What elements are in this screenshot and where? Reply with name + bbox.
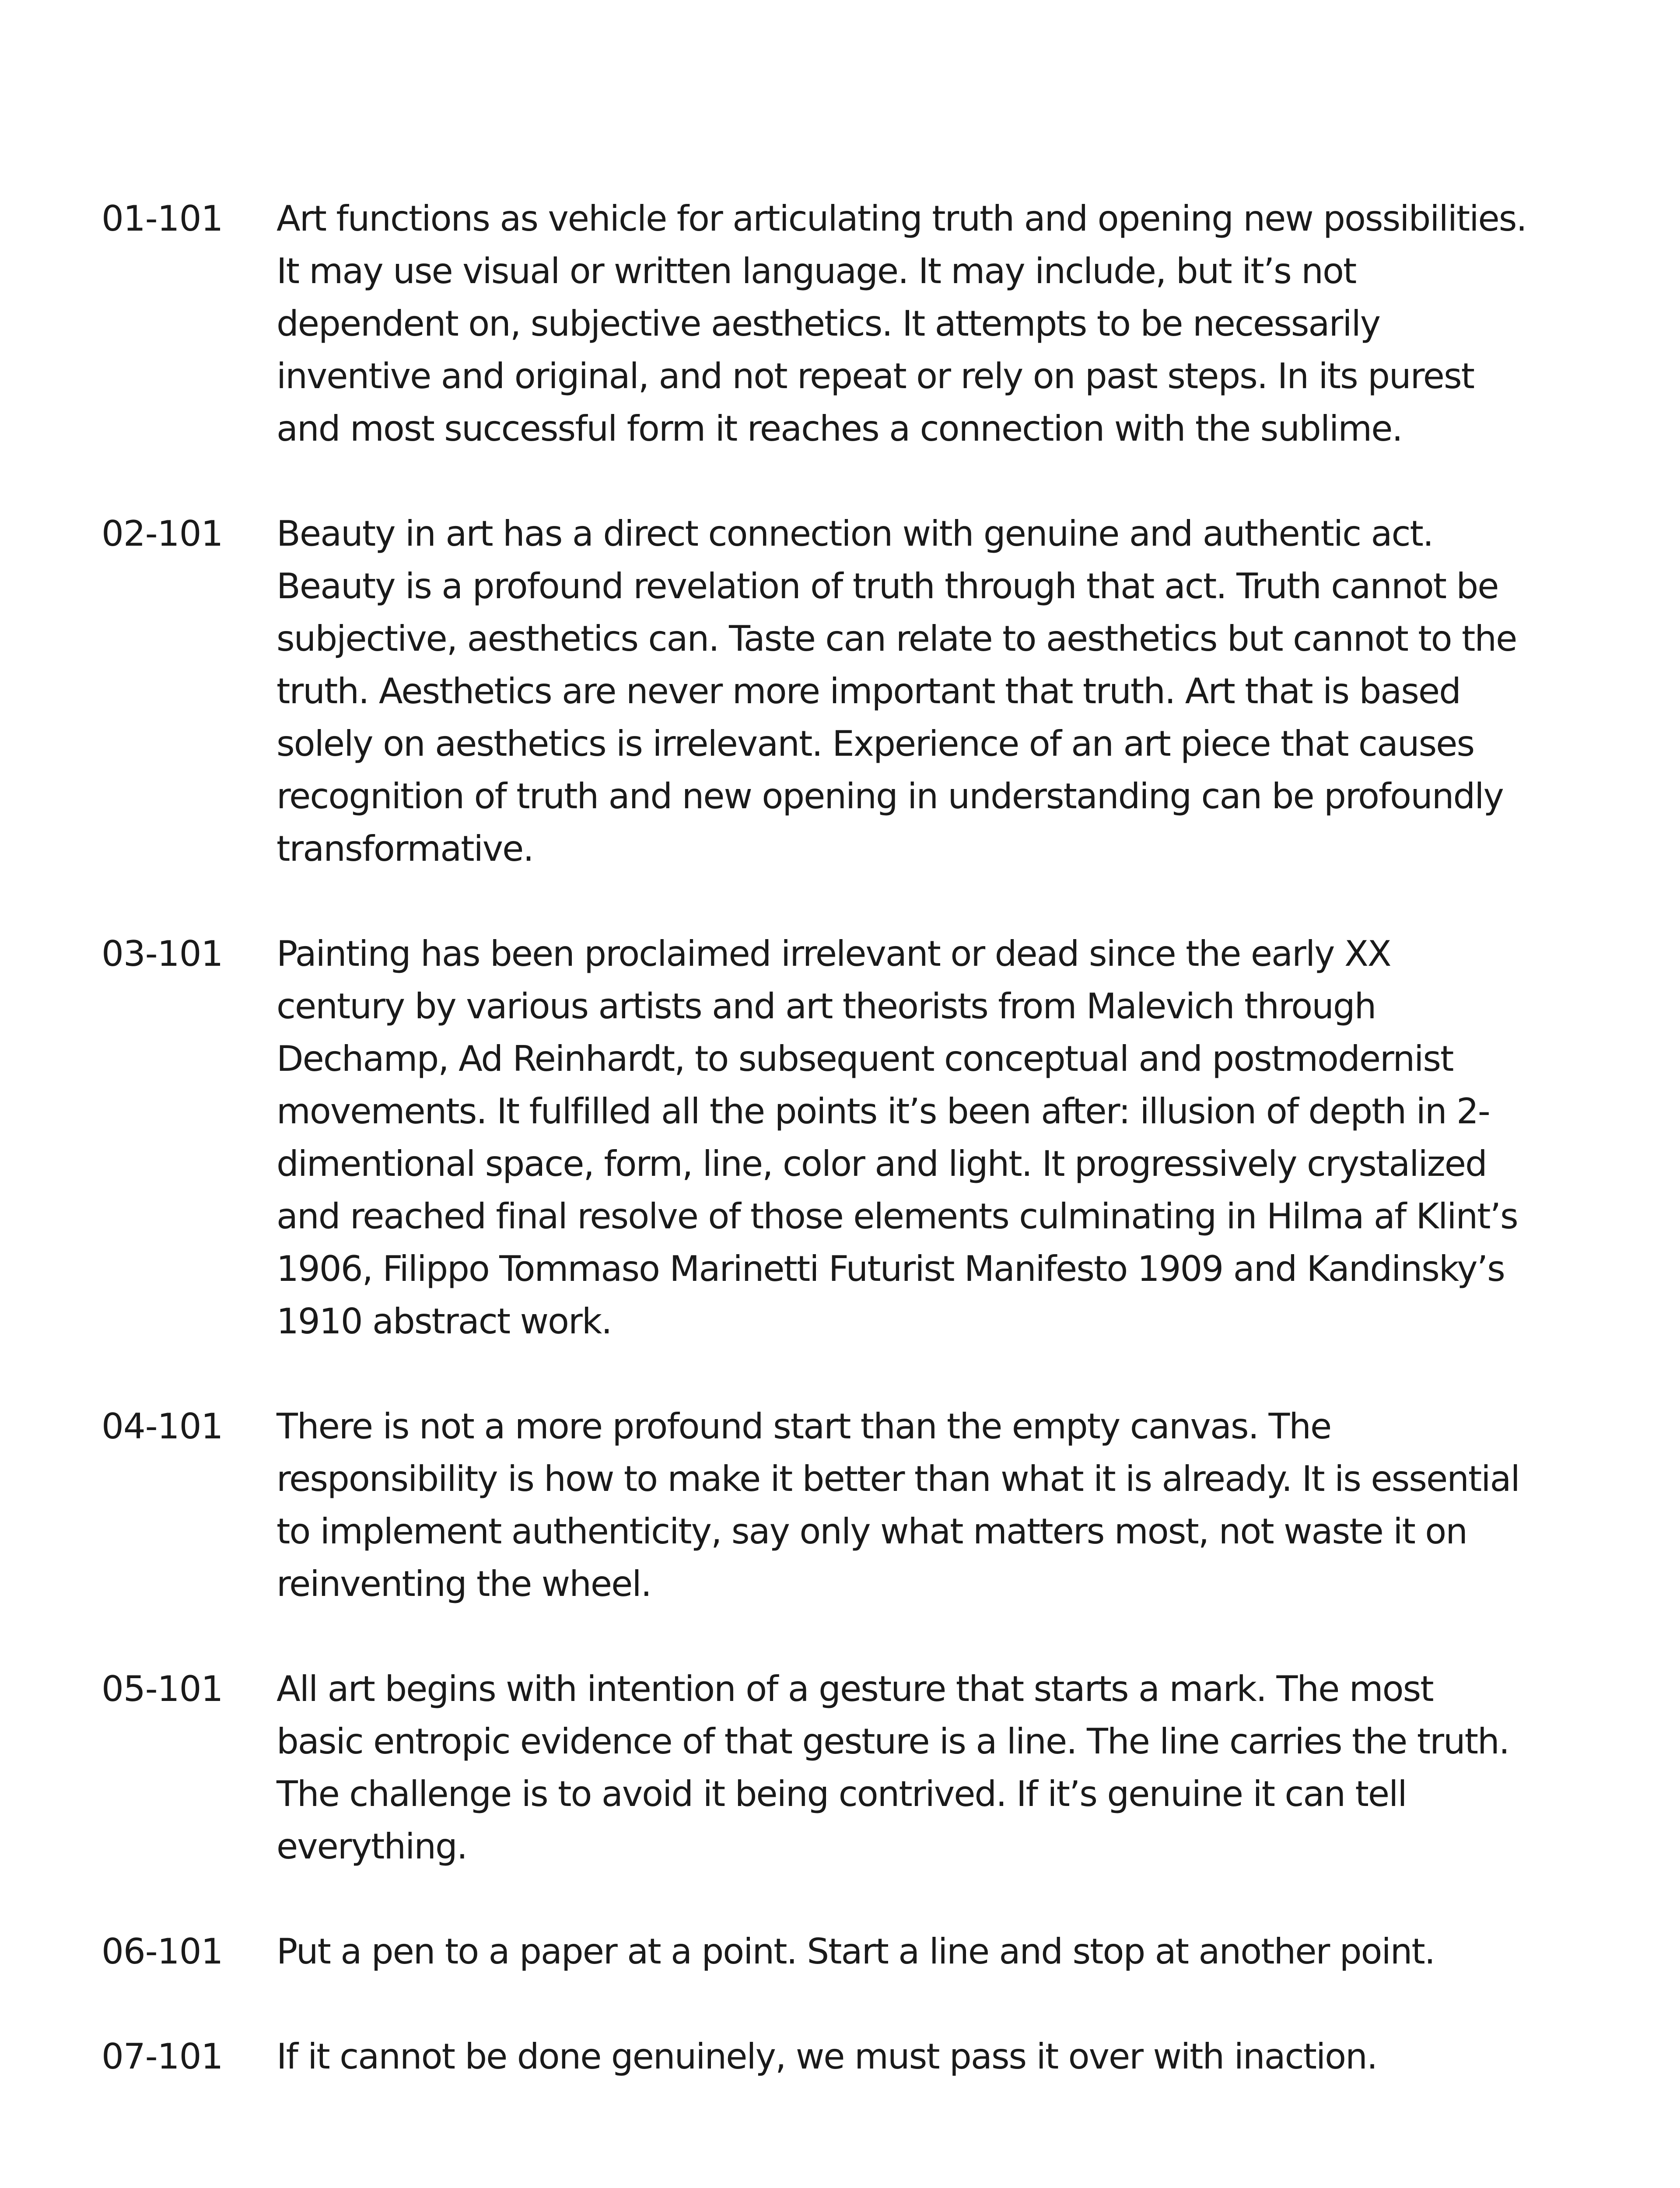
entry-text: Beauty in art has a direct connection with genuine and authentic act. Beauty is a profound revelation of truth through that act. Truth cannot be subjective, aesthetics can. Taste can relate to aesthetics but cannot to the truth. Aesthetics are never more important that truth. Art that is based solely on aesthetics is irrelevant. Experience of an art piece that causes recognition of truth and new opening in understanding can be profoundly transformative. — [276, 513, 1517, 869]
entry-number: 07-101 — [102, 2036, 223, 2077]
entry-text: All art begins with intention of a gesture that starts a mark. The most basic entropic evidence of that gesture is a line. The line carries the truth. The challenge is to avoid it being contrived. If it’s genuine it can tell everything. — [276, 1669, 1509, 1867]
entry-number: 01-101 — [102, 198, 223, 239]
entry-text: If it cannot be done genuinely, we must pass it over with inaction. — [276, 2036, 1377, 2077]
entry-text: Put a pen to a paper at a point. Start a line and stop at another point. — [276, 1931, 1435, 1972]
manifesto-entry-06 — [102, 1925, 1572, 1978]
manifesto-list — [102, 193, 1572, 2135]
manifesto-entry-02 — [102, 508, 1572, 875]
manifesto-entry-05 — [102, 1663, 1572, 1873]
manifesto-entry-03 — [102, 928, 1572, 1348]
entry-number: 03-101 — [102, 933, 223, 974]
entry-number: 02-101 — [102, 513, 223, 554]
entry-number: 04-101 — [102, 1406, 223, 1447]
entry-text: Art functions as vehicle for articulating truth and opening new possibilities. It may use visual or written language. It may include, but it’s not dependent on, subjective aesthetics. It attempts to be necessarily inventive and original, and not repeat or rely on past steps. In its purest and most successful form it reaches a connection with the sublime. — [276, 198, 1526, 449]
entry-number: 05-101 — [102, 1669, 223, 1709]
entry-text: There is not a more profound start than the empty canvas. The responsibility is how to make it better than what it is already. It is essential to implement authenticity, say only what matters most, not waste it on reinventing the wheel. — [276, 1406, 1519, 1604]
manifesto-entry-01 — [102, 193, 1572, 455]
manifesto-entry-07 — [102, 2030, 1572, 2083]
entry-number: 06-101 — [102, 1931, 223, 1972]
entry-text: Painting has been proclaimed irrelevant or dead since the early XX century by various artists and art theorists from Malevich through Dechamp, Ad Reinhardt, to subsequent conceptual and postmodernist movements. It fulfilled all the points it’s been after: illusion of depth in 2-dimentional space, form, line, color and light. It progressively crystalized and reached final resolve of those elements culminating in Hilma af Klint’s 1906, Filippo Tommaso Marinetti Futurist Manifesto 1909 and Kandinsky’s 1910 abstract work. — [276, 933, 1518, 1342]
manifesto-entry-04 — [102, 1400, 1572, 1610]
